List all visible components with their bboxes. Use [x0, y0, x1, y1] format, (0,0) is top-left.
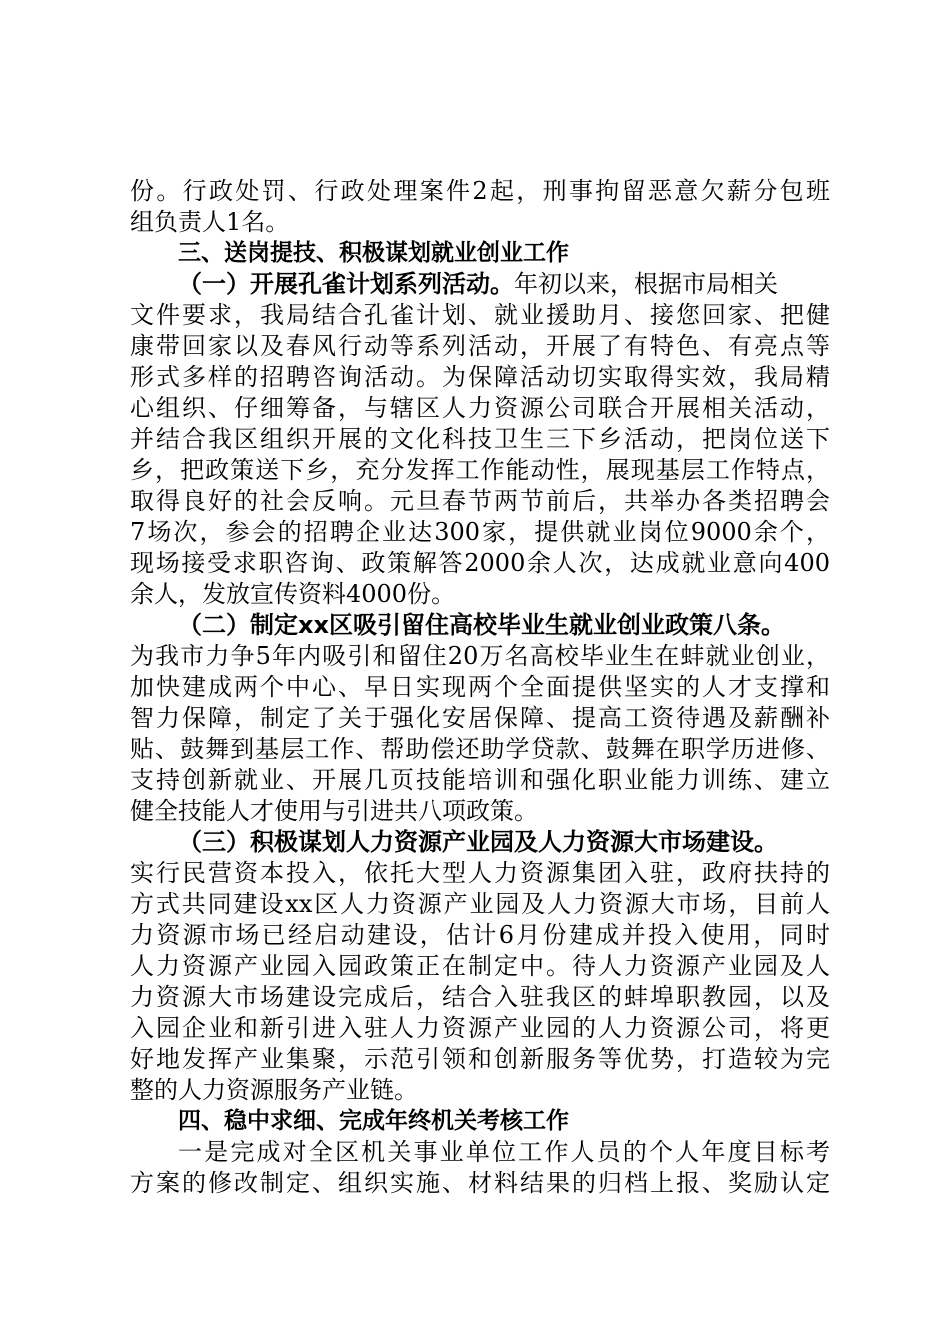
paragraph-line: 份。行政处罚、行政处理案件2起，刑事拘留恶意欠薪分包班 [130, 177, 830, 205]
paragraph-line: 力资源大市场建设完成后，结合入驻我区的蚌埠职教园，以及 [130, 983, 830, 1011]
paragraph-line: 力资源市场已经启动建设，估计6月份建成并投入使用，同时 [130, 921, 830, 949]
paragraph-line: 乡，把政策送下乡，充分发挥工作能动性，展现基层工作特点， [130, 456, 830, 484]
paragraph-line: 组负责人1名。 [130, 208, 290, 236]
paragraph-line: 现场接受求职咨询、政策解答2000余人次，达成就业意向400 [130, 549, 830, 577]
paragraph-line: 方案的修改制定、组织实施、材料结果的归档上报、奖励认定 [130, 1169, 830, 1197]
subsection-line [178, 269, 830, 299]
paragraph-text: 年初以来，根据市局相关 [514, 270, 778, 298]
paragraph-line: 贴、鼓舞到基层工作、帮助偿还助学贷款、鼓舞在职学历进修、 [130, 735, 830, 763]
paragraph-line: 加快建成两个中心、早日实现两个全面提供坚实的人才支撑和 [130, 673, 830, 701]
paragraph-line: 取得良好的社会反响。元旦春节两节前后，共举办各类招聘会 [130, 487, 830, 515]
paragraph-line: 一是完成对全区机关事业单位工作人员的个人年度目标考 [178, 1138, 830, 1166]
paragraph-line: 入园企业和新引进入驻人力资源产业园的人力资源公司，将更 [130, 1014, 830, 1042]
paragraph-line: 余人，发放宣传资料4000份。 [130, 580, 456, 608]
subsection-heading: （二）制定xx区吸引留住高校毕业生就业创业政策八条。 [178, 611, 785, 639]
paragraph-line: 智力保障，制定了关于强化安居保障、提高工资待遇及薪酬补 [130, 704, 830, 732]
subsection-heading: （一）开展孔雀计划系列活动。 [178, 270, 514, 298]
paragraph-line: 支持创新就业、开展几页技能培训和强化职业能力训练、建立 [130, 766, 830, 794]
paragraph-line: 健全技能人才使用与引进共八项政策。 [130, 797, 538, 825]
paragraph-line: 7场次，参会的招聘企业达300家，提供就业岗位9000余个， [130, 518, 830, 546]
section-heading: 四、稳中求细、完成年终机关考核工作 [178, 1108, 569, 1134]
subsection-heading: （三）积极谋划人力资源产业园及人力资源大市场建设。 [178, 828, 778, 856]
paragraph-line: 方式共同建设xx区人力资源产业园及人力资源大市场，目前人 [130, 890, 830, 918]
paragraph-line: 为我市力争5年内吸引和留住20万名高校毕业生在蚌就业创业， [130, 642, 830, 670]
section-heading: 三、送岗提技、积极谋划就业创业工作 [178, 240, 569, 266]
paragraph-line: 心组织、仔细筹备，与辖区人力资源公司联合开展相关活动， [130, 394, 830, 422]
paragraph-line: 康带回家以及春风行动等系列活动，开展了有特色、有亮点等 [130, 332, 830, 360]
paragraph-line: 文件要求，我局结合孔雀计划、就业援助月、接您回家、把健 [130, 301, 830, 329]
paragraph-line: 好地发挥产业集聚，示范引领和创新服务等优势，打造较为完 [130, 1045, 830, 1073]
paragraph-line: 形式多样的招聘咨询活动。为保障活动切实取得实效，我局精 [130, 363, 830, 391]
paragraph-line: 人力资源产业园入园政策正在制定中。待人力资源产业园及人 [130, 952, 830, 980]
paragraph-line: 整的人力资源服务产业链。 [130, 1076, 418, 1104]
paragraph-line: 并结合我区组织开展的文化科技卫生三下乡活动，把岗位送下 [130, 425, 830, 453]
paragraph-line: 实行民营资本投入，依托大型人力资源集团入驻，政府扶持的 [130, 859, 830, 887]
